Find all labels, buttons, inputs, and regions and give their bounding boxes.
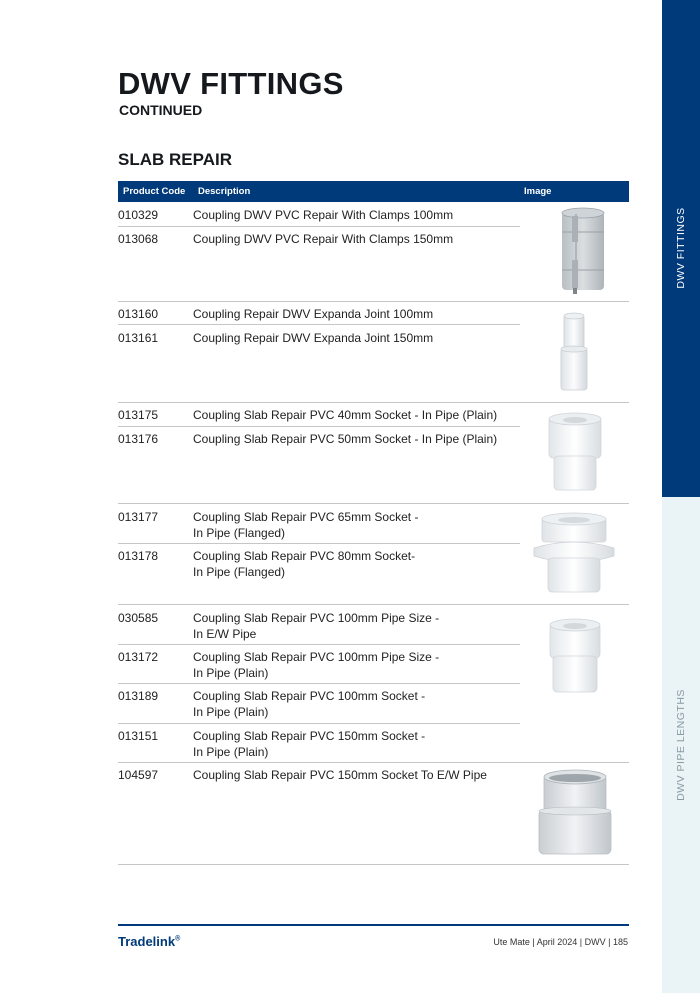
column-header-description: Description [198, 186, 251, 197]
product-code: 013161 [118, 331, 159, 345]
product-description: Coupling Slab Repair PVC 150mm Socket To E/W Pipe [193, 768, 487, 782]
footer-info: Ute Mate | April 2024 | DWV | 185 [493, 937, 628, 947]
product-code: 013178 [118, 549, 159, 563]
sidebar-tab-dwv-pipe-lengths[interactable]: DWV PIPE LENGTHS [675, 689, 687, 801]
row-divider [118, 644, 520, 645]
product-description: Coupling Slab Repair PVC 100mm Pipe Size - In Pipe (Plain) [193, 650, 440, 680]
row-divider [118, 683, 520, 684]
product-description: Coupling Slab Repair PVC 40mm Socket - In Pipe (Plain) [193, 408, 498, 422]
product-code: 104597 [118, 768, 159, 782]
group-divider [118, 301, 629, 302]
repair-coupling-clamps-image [560, 206, 606, 296]
expanda-joint-image [556, 310, 592, 394]
product-code: 013172 [118, 650, 159, 664]
product-description: Coupling Repair DWV Expanda Joint 100mm [193, 307, 434, 321]
product-description: Coupling Repair DWV Expanda Joint 150mm [193, 331, 434, 345]
table-bottom-line [118, 864, 629, 865]
product-code: 013177 [118, 510, 159, 524]
slab-repair-150mm-ew-image [536, 768, 614, 860]
product-code: 013151 [118, 729, 159, 743]
product-code: 013176 [118, 432, 159, 446]
product-description: Coupling Slab Repair PVC 100mm Pipe Size - In E/W Pipe [193, 611, 440, 641]
group-divider [118, 402, 629, 403]
section-title: SLAB REPAIR [118, 150, 232, 169]
table-header [118, 181, 629, 202]
row-divider [118, 426, 520, 427]
product-code: 013160 [118, 307, 159, 321]
product-description: Coupling DWV PVC Repair With Clamps 100mm [193, 208, 454, 222]
product-description: Coupling Slab Repair PVC 150mm Socket - In Pipe (Plain) [193, 729, 426, 759]
product-code: 013189 [118, 689, 159, 703]
product-description: Coupling Slab Repair PVC 100mm Socket - In Pipe (Plain) [193, 689, 426, 719]
slab-repair-flanged-image [530, 510, 618, 598]
brand-logo: Tradelink® [118, 934, 181, 949]
product-code: 013175 [118, 408, 159, 422]
column-header-image: Image [524, 186, 552, 197]
slab-repair-100mm-image [546, 616, 604, 696]
slab-repair-plain-small-image [546, 410, 604, 494]
product-description: Coupling Slab Repair PVC 50mm Socket - In Pipe (Plain) [193, 432, 498, 446]
row-divider [118, 226, 520, 227]
product-code: 013068 [118, 232, 159, 246]
row-divider [118, 324, 520, 325]
sidebar-tab-dwv-fittings[interactable]: DWV FITTINGS [675, 207, 687, 289]
column-header-code: Product Code [123, 186, 186, 197]
page-subtitle: CONTINUED [119, 102, 203, 118]
product-description: Coupling Slab Repair PVC 65mm Socket - In Pipe (Flanged) [193, 510, 419, 540]
row-divider [118, 723, 520, 724]
group-divider [118, 604, 629, 605]
product-code: 010329 [118, 208, 159, 222]
product-description: Coupling DWV PVC Repair With Clamps 150mm [193, 232, 454, 246]
product-description: Coupling Slab Repair PVC 80mm Socket- In Pipe (Flanged) [193, 549, 416, 579]
group-divider [118, 503, 629, 504]
row-divider [118, 543, 520, 544]
footer-divider [118, 924, 629, 926]
page-title: DWV FITTINGS [118, 66, 344, 101]
group-divider [118, 762, 629, 763]
product-code: 030585 [118, 611, 159, 625]
